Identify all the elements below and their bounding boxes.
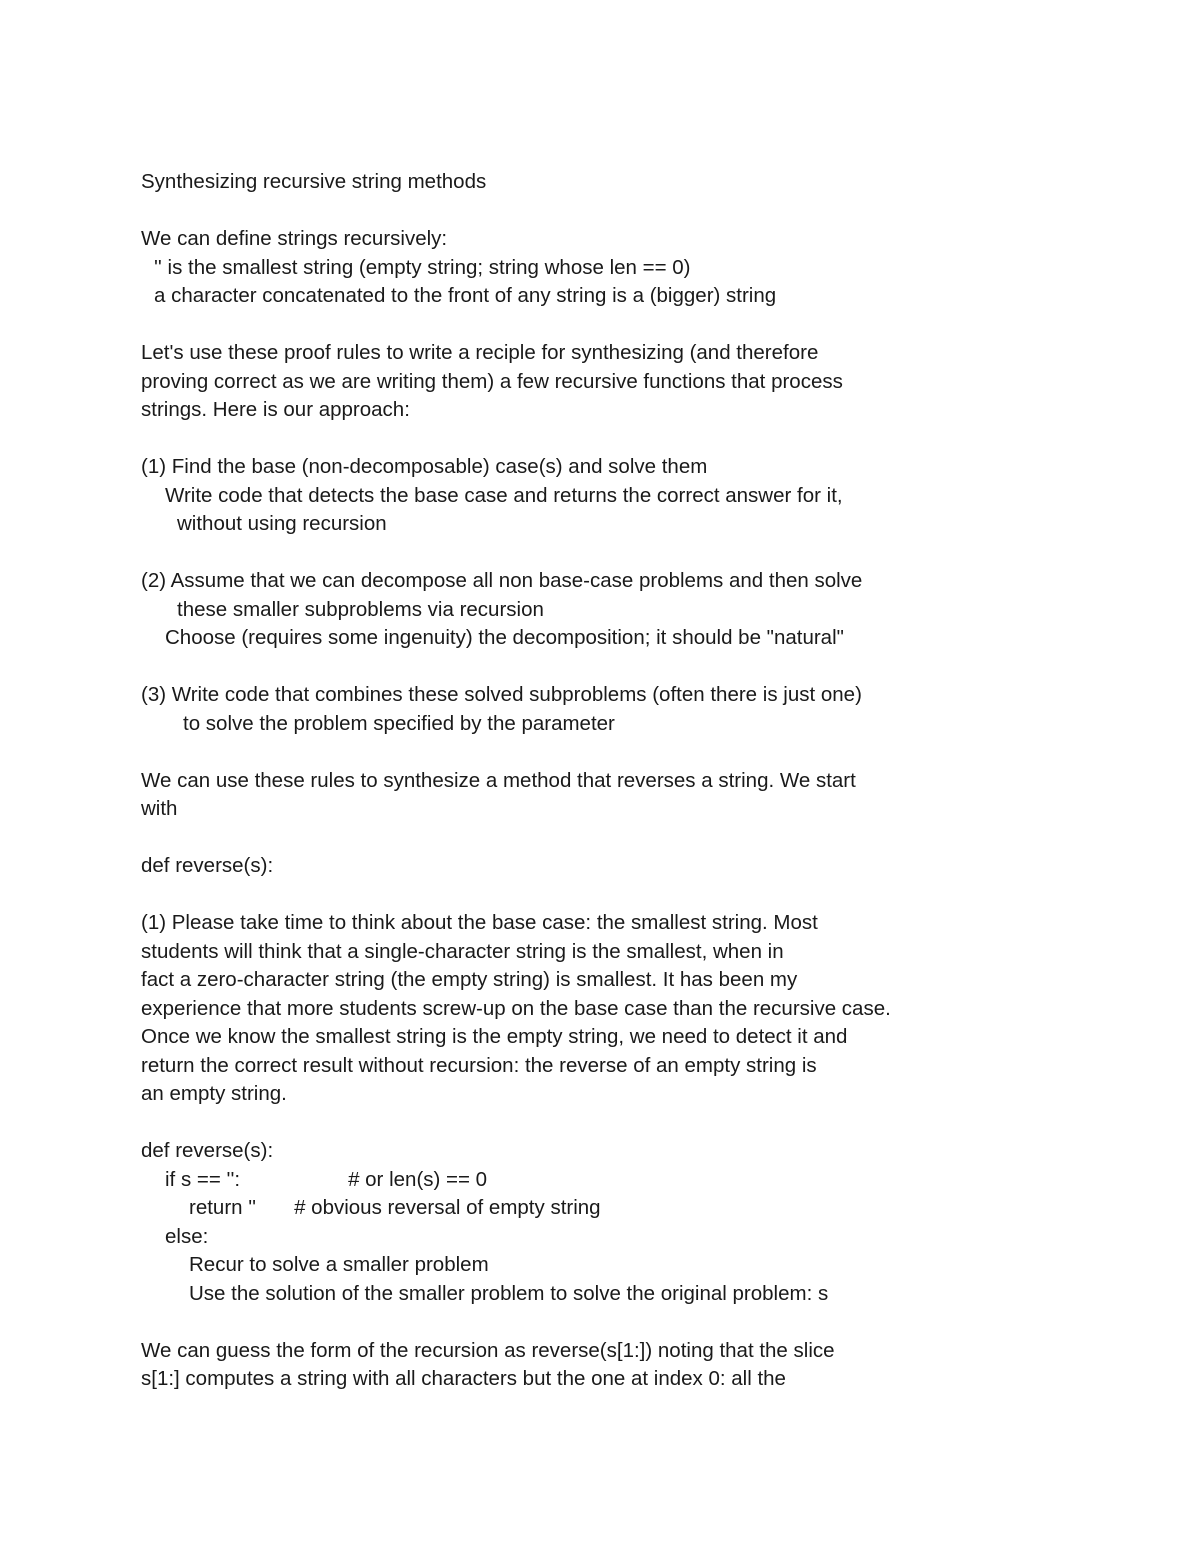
base-case-line-7: an empty string. [141,1082,287,1105]
reverse-intro-line-1: We can use these rules to synthesize a method that reverses a string. We start [141,768,856,792]
step-3-heading: (3) Write code that combines these solved subproblems (often there is just one) [141,683,862,706]
spacer [141,881,961,910]
document-body [141,168,961,1394]
intro-lead: We can define strings recursively: [141,227,448,250]
code-2-recur-line: Recur to solve a smaller problem [189,1253,489,1276]
spacer [141,653,961,682]
base-case-line-4: experience that more students screw-up on the base case than the recursive case. [141,996,891,1020]
intro-rule-1: '' is the smallest string (empty string; string whose len == 0) [154,255,691,279]
code-2-def-line: def reverse(s): [141,1139,274,1162]
step-2-heading-cont: these smaller subproblems via recursion [177,597,544,621]
approach-line-1: Let's use these proof rules to write a reciple for synthesizing (and therefore [141,341,819,364]
reverse-intro-line-2: with [141,797,178,820]
step-3-heading-cont: to solve the problem specified by the parameter [183,711,615,735]
spacer [141,738,961,767]
code-2-else-line: else: [165,1224,209,1248]
base-case-line-5: Once we know the smallest string is the empty string, we need to detect it and [141,1025,848,1048]
spacer [141,539,961,568]
code-2-use-line: Use the solution of the smaller problem to solve the original problem: s [189,1281,829,1305]
recursion-guess-line-1: We can guess the form of the recursion as reverse(s[1:]) noting that the slice [141,1338,835,1362]
step-2-heading: (2) Assume that we can decompose all non base-case problems and then solve [141,569,863,592]
document-title: Synthesizing recursive string methods [141,170,487,193]
step-1-detail-1: Write code that detects the base case and returns the correct answer for it, [165,483,843,507]
code-def-line: def reverse(s): [141,854,274,877]
recursion-guess-line-2: s[1:] computes a string with all characters but the one at index 0: all the [141,1367,786,1390]
intro-rule-2: a character concatenated to the front of any string is a (bigger) string [154,284,777,307]
code-2-return-line [141,1194,961,1223]
base-case-line-1: (1) Please take time to think about the base case: the smallest string. Most [141,911,818,934]
code-2-if-line [141,1166,961,1195]
spacer [141,425,961,454]
approach-line-2: proving correct as we are writing them) a few recursive functions that process [141,369,843,393]
spacer [141,1308,961,1337]
approach-line-3: strings. Here is our approach: [141,398,410,421]
code-2-if-comment: # or len(s) == 0 [348,1167,488,1191]
spacer [141,311,961,340]
spacer [141,824,961,853]
code-2-return-comment: # obvious reversal of empty string [294,1196,601,1219]
step-2-detail: Choose (requires some ingenuity) the decomposition; it should be "natural" [165,626,844,649]
code-2-if-statement: if s == '': [165,1167,241,1191]
base-case-line-6: return the correct result without recursion: the reverse of an empty string is [141,1053,817,1077]
spacer [141,197,961,226]
spacer [141,1109,961,1138]
base-case-line-3: fact a zero-character string (the empty string) is smallest. It has been my [141,968,798,991]
step-1-detail-2: without using recursion [177,512,387,535]
base-case-line-2: students will think that a single-character string is the smallest, when in [141,939,784,963]
code-2-return-statement: return '' [189,1196,257,1219]
step-1-heading: (1) Find the base (non-decomposable) case(s) and solve them [141,455,708,478]
